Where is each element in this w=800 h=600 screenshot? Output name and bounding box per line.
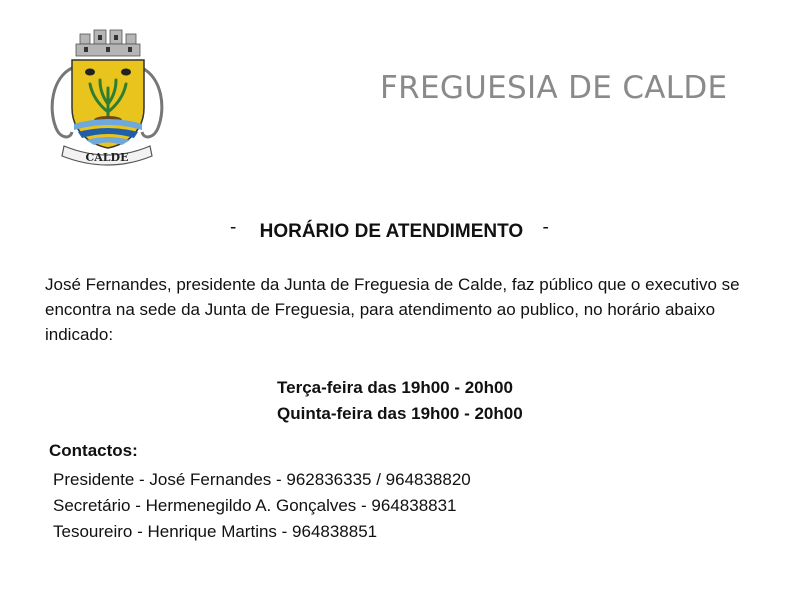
contacts-heading: Contactos:: [49, 441, 138, 460]
coat-of-arms-icon: [42, 28, 172, 168]
heading-dash-right: -: [542, 217, 549, 238]
mural-crown: [76, 30, 140, 56]
contacts-list: [53, 467, 471, 545]
intro-paragraph: José Fernandes, presidente da Junta de Freguesia de Calde, faz público que o executivo se encontra na sede da Junta de Freguesia, para atendimento ao publico, no horário abaixo indicado:: [45, 275, 740, 344]
crest-label: CALDE: [85, 151, 129, 164]
schedule-list: [277, 375, 523, 427]
section-heading: [230, 217, 549, 243]
contact-president: Presidente - José Fernandes - 962836335 / 964838820: [53, 470, 471, 489]
parish-coat-of-arms: [42, 28, 172, 168]
schedule-item: Quinta-feira das 19h00 - 20h00: [277, 404, 523, 423]
contact-treasurer: Tesoureiro - Henrique Martins - 964838851: [53, 522, 378, 541]
schedule-item: Terça-feira das 19h00 - 20h00: [277, 378, 513, 397]
page-title: FREGUESIA DE CALDE: [380, 70, 728, 106]
section-heading-text: HORÁRIO DE ATENDIMENTO: [259, 221, 524, 242]
heading-dash-left: -: [230, 217, 237, 238]
contact-secretary: Secretário - Hermenegildo A. Gonçalves - 964838831: [53, 496, 457, 515]
